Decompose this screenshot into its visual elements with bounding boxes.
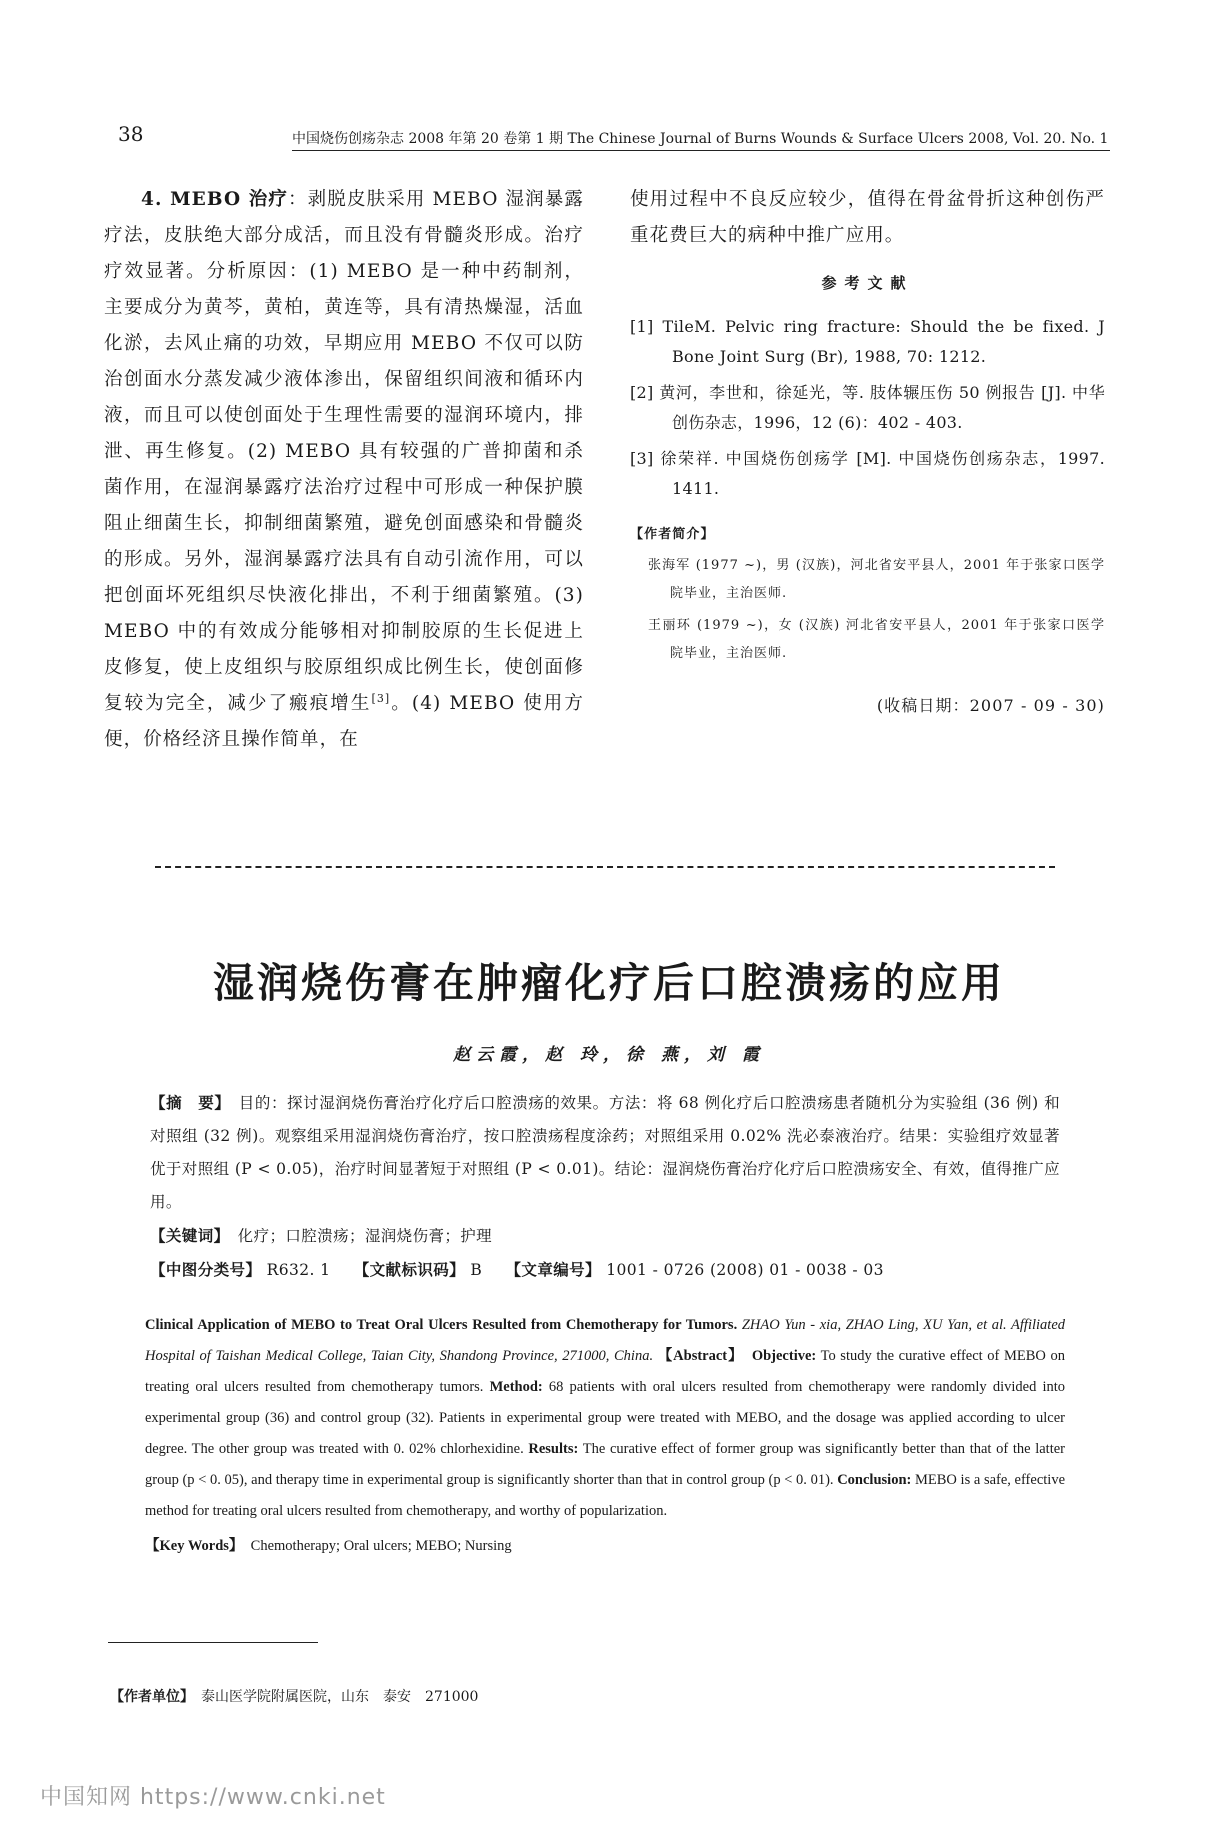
header-rule — [292, 150, 1110, 151]
keywords-cn — [150, 1219, 1060, 1253]
keywords-en — [145, 1531, 1065, 1562]
left-column — [104, 182, 584, 758]
reference-item: [3] 徐荣祥. 中国烧伤创疡学 [M]. 中国烧伤创疡杂志，1997. 1411. — [630, 449, 1105, 498]
article-no-label: 【文章编号】 — [505, 1260, 601, 1279]
author-profile-title: 【作者简介】 — [630, 527, 715, 542]
reference-item: [1] TileM. Pelvic ring fracture: Should the be fixed. J Bone Joint Surg (Br), 1988, 70: 1212. — [630, 317, 1105, 366]
right-column — [630, 182, 1105, 724]
author-affiliation-footnote — [110, 1686, 478, 1706]
footnote-rule — [108, 1642, 318, 1643]
cnki-watermark[interactable]: 中国知网 https://www.cnki.net — [40, 1785, 386, 1810]
keywords-en-label: 【Key Words】 — [145, 1538, 237, 1554]
keywords-cn-label: 【关键词】 — [150, 1226, 222, 1245]
abstract-en-block — [145, 1310, 1065, 1562]
abstract-en-label: 【Abstract】 — [657, 1348, 737, 1364]
clc-value: R632. 1 — [266, 1261, 331, 1279]
conclusion-label: Conclusion: — [837, 1472, 912, 1488]
abstract-cn-block — [150, 1086, 1060, 1287]
reference-item: [2] 黄河，李世和，徐延光，等. 肢体辗压伤 50 例报告 [J]. 中华创伤杂志，1996，12 (6)：402 - 403. — [630, 383, 1105, 432]
paragraph-text-tail: 。(4) MEBO 使用方便，价格经济且操作简单，在 — [104, 693, 584, 750]
doc-code-label: 【文献标识码】 — [353, 1260, 466, 1279]
doc-code-value: B — [470, 1261, 483, 1279]
abstract-en-authors: ZHAO Yun - xia, ZHAO Ling, XU Yan, et al. Affiliated Hospital of Taishan Medical College, Taian City, Shandong Province, 271000, China. — [145, 1317, 1066, 1364]
classification-line — [150, 1253, 1060, 1287]
footnote-label: 【作者单位】 — [110, 1689, 187, 1705]
keywords-en-text: Chemotherapy; Oral ulcers; MEBO; Nursing — [250, 1538, 512, 1554]
received-date: (收稿日期：2007 - 09 - 30) — [876, 696, 1105, 715]
abstract-cn — [150, 1086, 1060, 1219]
author-profile: 王丽环 (1979 ~)，女 (汉族) 河北省安平县人，2001 年于张家口医学院毕业，主治医师. — [648, 618, 1105, 661]
mebo-treatment-paragraph — [104, 182, 584, 758]
running-header: 中国烧伤创疡杂志 2008 年第 20 卷第 1 期 The Chinese Journal of Burns Wounds & Surface Ulcers 2008, Vol. 20. No. 1 — [292, 131, 1109, 147]
continued-paragraph: 使用过程中不良反应较少，值得在骨盆骨折这种创伤严重花费巨大的病种中推广应用。 — [630, 189, 1105, 246]
results-text: The curative effect of former group was significantly better than that of the latter group (p < 0. 05), and therapy time in experimental group is significantly shorter than that in control group (p < 0. 01). — [145, 1441, 1065, 1488]
clc-label: 【中图分类号】 — [150, 1260, 262, 1279]
article-no-value: 1001 - 0726 (2008) 01 - 0038 - 03 — [606, 1261, 884, 1279]
citation-marker: [3] — [371, 691, 391, 705]
keywords-cn-text: 化疗；口腔溃疡；湿润烧伤膏；护理 — [237, 1227, 493, 1245]
article-authors: 赵云霞，赵 玲，徐 燕，刘 霞 — [453, 1045, 765, 1065]
paragraph-label: 4. MEBO 治疗 — [141, 189, 289, 210]
page-number: 38 — [118, 122, 144, 146]
objective-label: Objective: — [751, 1348, 817, 1364]
abstract-en — [145, 1310, 1065, 1527]
method-text: 68 patients with oral ulcers resulted from chemotherapy were randomly divided into experimental group (36) and control group (32). Patients in experimental group were treated with MEBO, and the dosage was applied according to ulcer degree. The other group was treated with 0. 02% chlorhexidine. — [145, 1379, 1066, 1457]
results-label: Results: — [528, 1441, 579, 1457]
author-profile: 张海军 (1977 ~)，男 (汉族)，河北省安平县人，2001 年于张家口医学院毕业，主治医师. — [648, 558, 1105, 601]
article-title: 湿润烧伤膏在肿瘤化疗后口腔溃疡的应用 — [213, 959, 1005, 1007]
conclusion-text: MEBO is a safe, effective method for treating oral ulcers resulted from chemotherapy, and worthy of popularization. — [145, 1472, 1066, 1519]
abstract-cn-label: 【摘 要】 — [150, 1093, 223, 1112]
abstract-cn-text: 目的：探讨湿润烧伤膏治疗化疗后口腔溃疡的效果。方法：将 68 例化疗后口腔溃疡患者随机分为实验组 (36 例) 和对照组 (32 例)。观察组采用湿润烧伤膏治疗，按口腔溃疡程度涂药；对照组采用 0.02% 洗必泰液治疗。结果：实验组疗效显著优于对照组 (P < 0.05)，治疗时间显著短于对照组 (P < 0.01)。结论：湿润烧伤膏治疗化疗后口腔溃疡安全、有效，值得推广应用。 — [150, 1094, 1060, 1211]
objective-text: To study the curative effect of MEBO on treating oral ulcers resulted from chemotherapy tumors. — [145, 1348, 1065, 1395]
abstract-en-title: Clinical Application of MEBO to Treat Oral Ulcers Resulted from Chemotherapy for Tumors. — [145, 1317, 738, 1333]
paragraph-text: ：剥脱皮肤采用 MEBO 湿润暴露疗法，皮肤绝大部分成活，而且没有骨髓炎形成。治疗疗效显著。分析原因：(1) MEBO 是一种中药制剂，主要成分为黄芩，黄柏，黄连等，具有清热燥湿，活血化淤，去风止痛的功效，早期应用 MEBO 不仅可以防治创面水分蒸发减少液体渗出，保留组织间液和循环内液，而且可以使创面处于生理性需要的湿润环境内，排泄、再生修复。(2) MEBO 具有较强的广普抑菌和杀菌作用，在湿润暴露疗法治疗过程中可形成一种保护膜阻止细菌生长，抑制细菌繁殖，避免创面感染和骨髓炎的形成。另外，湿润暴露疗法具有自动引流作用，可以把创面坏死组织尽快液化排出，不利于细菌繁殖。(3) MEBO 中的有效成分能够相对抑制胶原的生长促进上皮修复，使上皮组织与胶原组织成比例生长，使创面修复较为完全，减少了瘢痕增生 — [104, 189, 585, 714]
method-label: Method: — [489, 1379, 543, 1395]
article-separator — [155, 866, 1055, 868]
references-heading: 参考文献 — [821, 274, 914, 292]
footnote-text: 泰山医学院附属医院，山东 泰安 271000 — [201, 1689, 479, 1705]
